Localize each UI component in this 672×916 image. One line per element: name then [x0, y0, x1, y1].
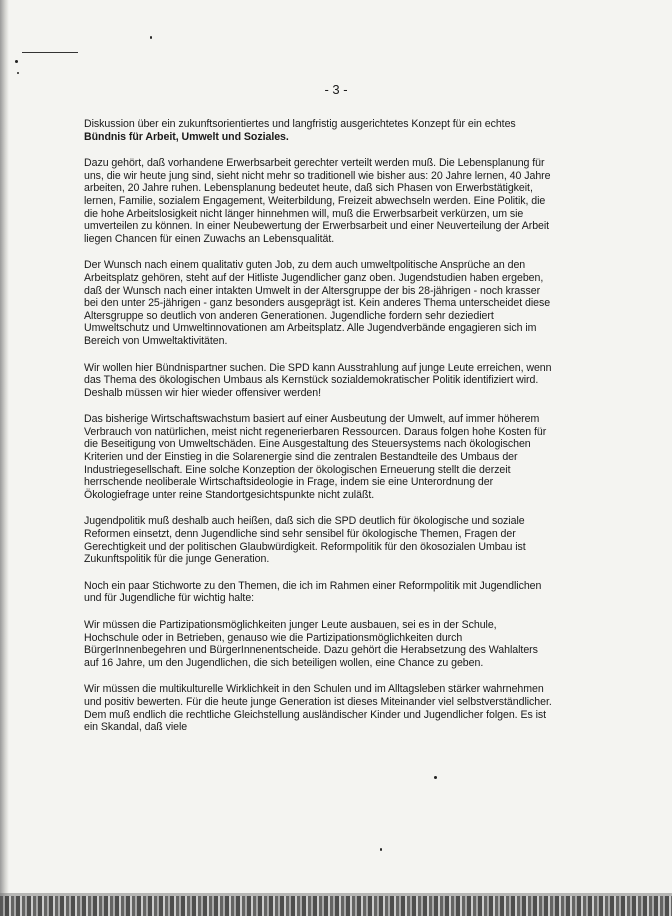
document-body	[84, 118, 554, 748]
paragraph: Der Wunsch nach einem qualitativ guten Job, zu dem auch umweltpolitische Ansprüche an den Arbeitsplatz gehören, steht auf der Hitliste Jugendlicher ganz oben. Jugendstudien haben ergeben, daß der Wunsch nach einer intakten Umwelt in der Altersgruppe der bis 28-jährigen - noch krasser bei den unter 25-jährigen - ganz besonders ausgeprägt ist. Kein anderes Thema unterscheidet diese Altersgruppe so deutlich von anderen Generationen. Jugendliche fordern sehr deziediert Umweltschutz und Umweltinnovationen am Arbeitsplatz. Alle Jugendverbände engagieren sich im Bereich von Umweltaktivitäten.	[84, 259, 551, 347]
paragraph: Wir wollen hier Bündnispartner suchen. Die SPD kann Ausstrahlung auf junge Leute erreichen, wenn das Thema des ökologischen Umbaus als Kernstück sozialdemokratischer Politik identifiziert wird. Deshalb müssen wir hier wieder offensiver werden!	[84, 361, 552, 399]
page-number: - 3 -	[324, 82, 348, 97]
scan-speck	[150, 36, 152, 39]
intro-text: Diskussion über ein zukunftsorientiertes und langfristig ausgerichtetes Konzept für ein echtes	[84, 118, 516, 130]
scan-speck	[15, 60, 18, 63]
paragraph: Das bisherige Wirtschaftswachstum basiert auf einer Ausbeutung der Umwelt, auf immer höherem Verbrauch von natürlichen, meist nicht regenerierbaren Ressourcen. Daraus folgen hohe Kosten für die Beseitigung von Umweltschäden. Eine Ausgestaltung des Steuersystems nach ökologischen Kriterien und der Einstieg in die Solarenergie sind die zentralen Bestandteile des Umbaus der Industriegesellschaft. Eine solche Konzeption der ökologischen Erneuerung stellt die derzeit herrschende neoliberale Wirtschaftsideologie in Frage, indem sie eine Unterordnung der Ökologiefrage unter reine Standortgesichtspunkte nicht zuläßt.	[84, 413, 547, 501]
scan-speck	[380, 848, 382, 851]
scan-mark-line	[22, 52, 78, 53]
paragraph: Wir müssen die Partizipationsmöglichkeiten junger Leute ausbauen, sei es in der Schule, Hochschule oder in Betrieben, genauso wie die Partizipationsmöglichkeiten durch BürgerInnenbegehren und BürgerInnenentscheide. Dazu gehört die Herabsetzung des Wahlalters auf 16 Jahre, um den Jugendlichen, die sich beteiligen wollen, eine Chance zu geben.	[84, 619, 538, 669]
paragraph: Dazu gehört, daß vorhandene Erwerbsarbeit gerechter verteilt werden muß. Die Lebensplanung für uns, die wir heute jung sind, sieht nicht mehr so traditionell wie bisher aus: 20 Jahre lernen, 40 Jahre arbeiten, 20 Jahre ruhen. Lebensplanung bedeutet heute, daß sich Phasen von Erwerbstätigkeit, lernen, Familie, sozialem Engagement, Weiterbildung, Freizeit abwechseln werden. Eine Politik, die die hohe Arbeitslosigkeit nicht länger hinnehmen will, muß die Erwerbsarbeit verkürzen, um sie umverteilen zu können. In einer Neubewertung der Erwerbsarbeit und einer Neuverteilung der Arbeit liegen Chancen für einen Zuwachs an Lebensqualität.	[84, 157, 551, 245]
scan-shadow-left	[0, 0, 9, 916]
intro-bold: Bündnis für Arbeit, Umwelt und Soziales.	[84, 130, 289, 143]
paragraph: Jugendpolitik muß deshalb auch heißen, daß sich die SPD deutlich für ökologische und soziale Reformen einsetzt, denn Jugendliche sind sehr sensibel für ökologische Themen, Fragen der Gerechtigkeit und der politischen Glaubwürdigkeit. Reformpolitik für den ökosozialen Umbau ist Zukunftspolitik für die junge Generation.	[84, 515, 526, 566]
scan-speck	[17, 72, 19, 74]
scan-speck	[434, 776, 437, 779]
paragraph-intro	[84, 118, 554, 143]
paragraph: Wir müssen die multikulturelle Wirklichkeit in den Schulen und im Alltagsleben stärker wahrnehmen und positiv bewerten. Für die heute junge Generation ist dieses Miteinander viel selbstverständlicher. Dem muß endlich die rechtliche Gleichstellung ausländischer Kinder und Jugendlicher folgen. Es ist ein Skandal, daß viele	[84, 683, 552, 734]
paragraph: Noch ein paar Stichworte zu den Themen, die ich im Rahmen einer Reformpolitik mit Jugendlichen und für Jugendliche für wichtig halte:	[84, 579, 542, 605]
scan-shadow-bottom	[0, 896, 672, 916]
